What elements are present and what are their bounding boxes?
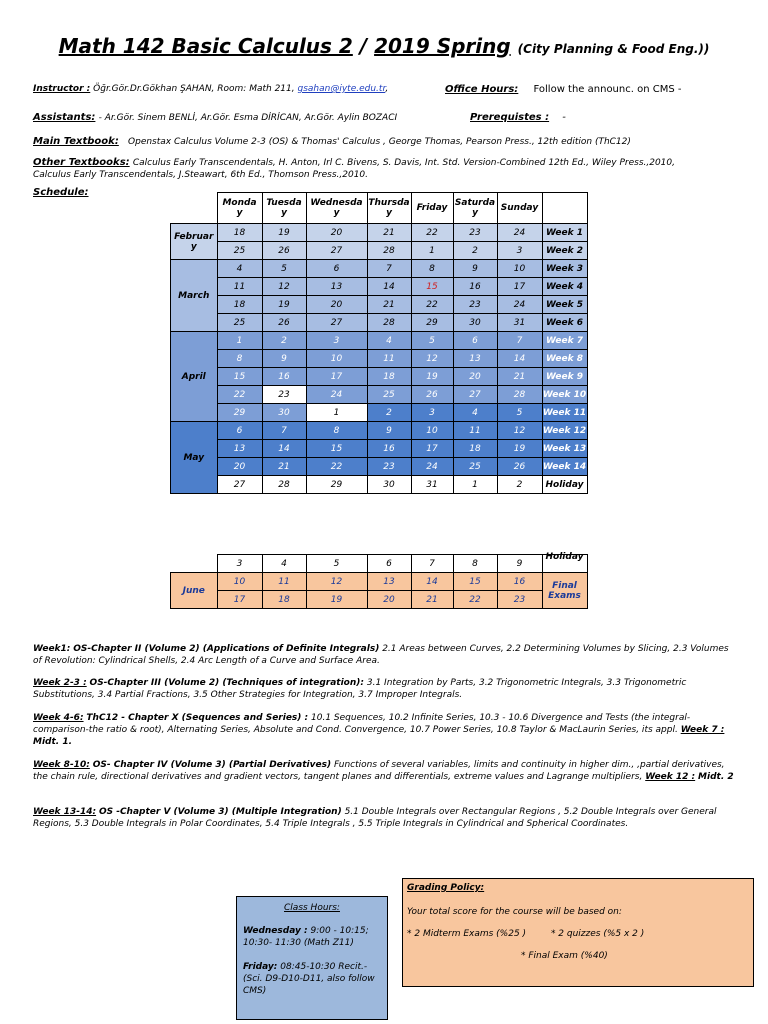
day-cell: 23 [453,296,497,314]
day-cell: 13 [453,350,497,368]
day-header [497,193,542,224]
class-hours-wed-value: 9:00 - 10:15; 10:30- 11:30 (Math Z11) [243,926,369,948]
june-day-cell: 3 [217,555,262,573]
day-cell: 14 [497,350,542,368]
schedule-label: Schedule: [33,187,89,198]
day-cell: 27 [453,386,497,404]
june-day-cell: 6 [367,555,411,573]
june-day-cell: 11 [262,573,306,591]
june-day-cell: 17 [217,591,262,609]
day-cell: 2 [453,242,497,260]
class-hours-box [236,896,388,1020]
day-cell: 7 [262,422,306,440]
header-text: May [183,452,205,463]
day-cell: 28 [367,314,411,332]
june-day-cell: 5 [306,555,367,573]
week-label-cell: Week 8 [542,350,587,368]
schedule-row [171,278,588,296]
june-day-cell: 13 [367,573,411,591]
week-desc-4-label: Week 8-10: [33,760,90,770]
week-label-cell: Week 11 [542,404,587,422]
day-cell: 1 [453,476,497,494]
day-cell: 18 [367,368,411,386]
grading-intro: Your total score for the course will be based on: [407,907,622,917]
corner-cell [171,193,218,224]
assistants-value: - Ar.Gör. Sinem BENLİ, Ar.Gör. Esma DİRİCAN, Ar.Gör. Aylin BOZACI [98,113,398,123]
schedule-heading [33,187,89,198]
day-cell: 27 [217,476,262,494]
schedule-row [171,422,588,440]
day-cell: 9 [262,350,306,368]
day-cell: 10 [411,422,453,440]
grading-title: Grading Policy: [407,883,485,893]
day-cell: 15 [306,440,367,458]
instructor-value: Öğr.Gör.Dr.Gökhan ŞAHAN, Room: Math 211, [93,84,295,94]
day-cell: 12 [262,278,306,296]
day-cell: 17 [411,440,453,458]
day-cell: 26 [262,242,306,260]
instructor-label: Instructor : [33,84,91,94]
day-header [262,193,306,224]
week-desc-2 [33,677,738,701]
schedule-header-row [171,193,588,224]
main-textbook-label: Main Textbook: [33,136,119,147]
day-header [453,193,497,224]
day-cell: 22 [306,458,367,476]
header-text: Tuesda [266,198,302,208]
day-cell: 11 [217,278,262,296]
week-desc-3-label: Week 4-6: [33,713,84,723]
june-day-cell: 23 [497,591,542,609]
assistants-label: Assistants: [33,112,96,123]
day-cell: 20 [217,458,262,476]
june-day-cell: 22 [453,591,497,609]
day-cell: 12 [497,422,542,440]
header-text-cont: y [386,208,392,218]
june-day-cell: 12 [306,573,367,591]
grading-policy-box [402,878,754,987]
course-subtitle: (City Planning & Food Eng.)) [517,42,710,56]
day-cell: 22 [411,296,453,314]
day-cell: 5 [497,404,542,422]
june-day-cell: 18 [262,591,306,609]
week-desc-5-label: Week 13-14: [33,807,97,817]
course-term: 2019 Spring [374,34,511,58]
week-label-cell: Week 7 [542,332,587,350]
class-hours-wed-label: Wednesday : [243,926,308,936]
day-cell: 3 [411,404,453,422]
day-cell: 20 [306,296,367,314]
header-text: Monda [222,198,257,208]
schedule-row [171,458,588,476]
day-cell: 9 [367,422,411,440]
office-hours-label: Office Hours: [445,84,519,95]
header-text: April [181,371,206,382]
day-cell: 20 [306,224,367,242]
week-desc-3-extra-label: Week 7 : [680,725,725,735]
day-cell: 13 [306,278,367,296]
week-label-cell: Week 1 [542,224,587,242]
week-desc-3-chapter: ThC12 - Chapter X (Sequences and Series) : [86,713,309,723]
header-text-cont: y [281,208,287,218]
day-cell: 23 [262,386,306,404]
header-text: Sunday [500,203,539,213]
day-cell: 22 [411,224,453,242]
day-cell: 16 [262,368,306,386]
week-label-cell: Week 10 [542,386,587,404]
week-desc-3-text: 10.1 Sequences, 10.2 Infinite Series, 10.3 - 10.6 Divergence and Tests (the integral-comparison-the ratio & root), Alternating Series, Absolute and Cond. Convergence, 10.7 Power Series, 10.8 Taylor & MacLaurin Series, its appl. [33,713,691,735]
day-cell: 8 [306,422,367,440]
week-desc-1-text: 2.1 Areas between Curves, 2.2 Determining Volumes by Slicing, 2.3 Volumes of Revolution: Cylindrical Shells, 2.4 Arc Length of a Curve and Surface Area. [33,644,729,666]
day-cell: 6 [306,260,367,278]
day-cell: 24 [497,224,542,242]
month-cell [171,224,218,260]
instructor-email-link[interactable]: gsahan@iyte.edu.tr [297,84,386,94]
day-cell: 8 [217,350,262,368]
day-cell: 15 [411,278,453,296]
day-cell: 22 [217,386,262,404]
week-label-cell: Week 4 [542,278,587,296]
day-cell: 27 [306,314,367,332]
week-label-cell: Week 12 [542,422,587,440]
day-header [367,193,411,224]
instructor-line [33,84,388,94]
schedule-table [170,192,588,494]
day-cell: 2 [262,332,306,350]
day-cell: 12 [411,350,453,368]
june-day-cell: 19 [306,591,367,609]
week-desc-4-text: Functions of several variables, limits and continuity in higher dim., ,partial derivatives, the chain rule, directional derivatives and gradient vectors, tangent planes and differentials, extreme values and Lagrange multipliers, [33,760,725,782]
day-cell: 21 [262,458,306,476]
day-cell: 29 [306,476,367,494]
month-cell [171,332,218,422]
day-cell: 17 [306,368,367,386]
week-desc-1-label: Week1: [33,644,71,654]
schedule-row [171,260,588,278]
header-text: Thursda [368,198,410,208]
email-comma: , [385,84,389,94]
week-label-cell: Week 13 [542,440,587,458]
schedule-row [171,368,588,386]
week-desc-5 [33,806,738,830]
day-cell: 4 [453,404,497,422]
class-hours-fri-value: 08:45-10:30 Recit.- (Sci. D9-D10-D11, also follow CMS) [243,962,375,996]
week-label-cell: Holiday [542,476,587,494]
class-hours-fri [243,961,381,997]
other-textbooks-block [33,157,675,181]
week-desc-1-chapter: OS-Chapter II (Volume 2) (Applications of Definite Integrals) [73,644,380,654]
day-cell: 29 [217,404,262,422]
day-cell: 25 [217,314,262,332]
day-cell: 16 [453,278,497,296]
week-desc-3 [33,712,738,748]
schedule-row [171,224,588,242]
office-hours-value: Follow the announc. on CMS - [533,84,682,95]
day-cell: 18 [217,296,262,314]
day-cell: 26 [497,458,542,476]
week-desc-2-text: 3.1 Integration by Parts, 3.2 Trigonometric Integrals, 3.3 Trigonometric Substitutions, 3.4 Partial Fractions, 3.5 Other Strategies for Integration, 3.7 Improper Integrals. [33,678,687,700]
other-textbooks-line2: Calculus Early Transcendentals, J.Steawart, 6th Ed., Thomson Press.,2010. [33,170,369,180]
schedule-row [171,440,588,458]
week-label-cell: Week 2 [542,242,587,260]
june-day-cell: 20 [367,591,411,609]
day-cell: 18 [217,224,262,242]
day-cell: 23 [453,224,497,242]
week-desc-4-chapter: OS- Chapter IV (Volume 3) (Partial Derivatives) [92,760,332,770]
day-cell: 4 [217,260,262,278]
day-cell: 24 [306,386,367,404]
page-title [0,34,768,58]
day-cell: 21 [497,368,542,386]
day-cell: 19 [497,440,542,458]
day-cell: 5 [262,260,306,278]
day-cell: 31 [411,476,453,494]
june-day-cell: 21 [411,591,453,609]
assistants-line [33,112,397,123]
month-cell-june: June [171,573,218,609]
schedule-row [171,332,588,350]
day-cell: 25 [367,386,411,404]
day-cell: 26 [262,314,306,332]
day-cell: 24 [497,296,542,314]
june-day-cell: 9 [497,555,542,573]
day-cell: 7 [367,260,411,278]
office-hours-line [445,84,681,95]
day-cell: 10 [306,350,367,368]
schedule-row [171,476,588,494]
week-label-cell: Holiday [542,555,587,573]
day-cell: 11 [453,422,497,440]
day-header [217,193,262,224]
day-cell: 26 [411,386,453,404]
day-cell: 6 [217,422,262,440]
week-label-cell: Week 5 [542,296,587,314]
week-label-cell: Final Exams [542,573,587,609]
day-cell: 19 [262,224,306,242]
day-cell: 25 [217,242,262,260]
main-textbook-value: Openstax Calculus Volume 2-3 (OS) & Thomas' Calculus , George Thomas, Pearson Press., 12th edition (ThC12) [128,137,631,147]
day-cell: 17 [497,278,542,296]
day-cell: 19 [262,296,306,314]
header-text: Wednesda [310,198,363,208]
header-text: Februar [174,231,214,242]
week-label-cell: Week 14 [542,458,587,476]
class-hours-wed [243,925,381,949]
june-day-cell: 7 [411,555,453,573]
week-desc-4 [33,759,738,783]
day-cell: 10 [497,260,542,278]
header-text: Saturda [454,198,496,208]
title-separator: / [359,34,368,58]
week-desc-5-text: 5.1 Double Integrals over Rectangular Regions , 5.2 Double Integrals over General Regions, 5.3 Double Integrals in Polar Coordinates, 5.4 Triple Integrals , 5.5 Triple Integrals in Cylindrical and Spherical Coordinates. [33,807,717,829]
day-cell: 14 [262,440,306,458]
day-cell: 2 [367,404,411,422]
day-cell: 31 [497,314,542,332]
grading-item-quizzes: * 2 quizzes (%5 x 2 ) [550,929,645,939]
schedule-row [171,242,588,260]
course-title: Math 142 Basic Calculus 2 [58,34,353,58]
day-cell: 8 [411,260,453,278]
day-cell: 1 [306,404,367,422]
june-row [171,573,588,591]
day-cell: 24 [411,458,453,476]
day-header [306,193,367,224]
grading-items-row [407,929,753,939]
schedule-row [171,350,588,368]
day-cell: 18 [453,440,497,458]
june-day-cell: 15 [453,573,497,591]
june-day-cell: 16 [497,573,542,591]
day-cell: 27 [306,242,367,260]
june-row [171,591,588,609]
month-cell [171,422,218,494]
day-cell: 7 [497,332,542,350]
week-desc-3-extra-text: Midt. 1. [33,737,73,747]
day-cell: 23 [367,458,411,476]
schedule-table-wrapper [170,192,602,504]
day-cell: 28 [262,476,306,494]
header-text: March [178,290,210,301]
day-header [411,193,453,224]
day-cell: 2 [497,476,542,494]
week-label-cell: Week 9 [542,368,587,386]
header-text-cont: y [190,241,197,252]
prereq-value: - [562,112,566,123]
day-cell: 30 [262,404,306,422]
week-desc-1 [33,643,738,667]
day-cell: 21 [367,224,411,242]
week-desc-4-extra-text: Midt. 2 [698,772,734,782]
june-table [170,554,588,609]
other-textbooks-line1: Calculus Early Transcendentals, H. Anton, Irl C. Bivens, S. Davis, Int. Std. Version-Combined 12th Ed., Wiley Press.,2010, [132,158,675,168]
june-day-cell: 8 [453,555,497,573]
day-cell: 21 [367,296,411,314]
schedule-row [171,386,588,404]
day-cell: 1 [411,242,453,260]
day-cell: 1 [217,332,262,350]
june-day-cell: 14 [411,573,453,591]
month-cell [171,260,218,332]
day-cell: 28 [497,386,542,404]
day-cell: 20 [453,368,497,386]
schedule-row [171,314,588,332]
week-desc-5-chapter: OS -Chapter V (Volume 3) (Multiple Integration) [98,807,342,817]
main-textbook-line [33,136,631,147]
week-desc-4-extra-label: Week 12 : [645,772,696,782]
day-cell: 3 [497,242,542,260]
header-text-cont: y [236,208,243,218]
day-cell: 5 [411,332,453,350]
week-desc-2-label: Week 2-3 : [33,678,87,688]
month-cell-blank [171,555,218,573]
day-cell: 13 [217,440,262,458]
june-day-cell: 10 [217,573,262,591]
day-cell: 4 [367,332,411,350]
day-cell: 6 [453,332,497,350]
prereq-line [470,112,566,123]
schedule-row [171,296,588,314]
june-row [171,555,588,573]
day-cell: 16 [367,440,411,458]
prereq-label: Prerequistes : [470,112,550,123]
day-cell: 30 [367,476,411,494]
day-cell: 9 [453,260,497,278]
day-cell: 14 [367,278,411,296]
day-cell: 11 [367,350,411,368]
day-cell: 3 [306,332,367,350]
day-cell: 30 [453,314,497,332]
day-cell: 15 [217,368,262,386]
other-textbooks-label: Other Textbooks: [33,157,130,168]
day-cell: 19 [411,368,453,386]
june-day-cell: 4 [262,555,306,573]
schedule-row [171,404,588,422]
week-header [542,193,587,224]
day-cell: 29 [411,314,453,332]
header-text-cont: y [472,208,478,218]
header-text-cont: y [333,208,340,218]
june-table-wrapper [170,552,602,632]
header-text: Friday [416,203,448,213]
day-cell: 25 [453,458,497,476]
class-hours-title: Class Hours: [284,903,340,913]
grading-item-final: * Final Exam (%40) [521,951,608,961]
class-hours-fri-label: Friday: [243,962,278,972]
week-desc-2-chapter: OS-Chapter III (Volume 2) (Techniques of integration): [89,678,364,688]
grading-item-midterms: * 2 Midterm Exams (%25 ) [407,929,527,939]
week-label-cell: Week 3 [542,260,587,278]
week-label-cell: Week 6 [542,314,587,332]
day-cell: 28 [367,242,411,260]
